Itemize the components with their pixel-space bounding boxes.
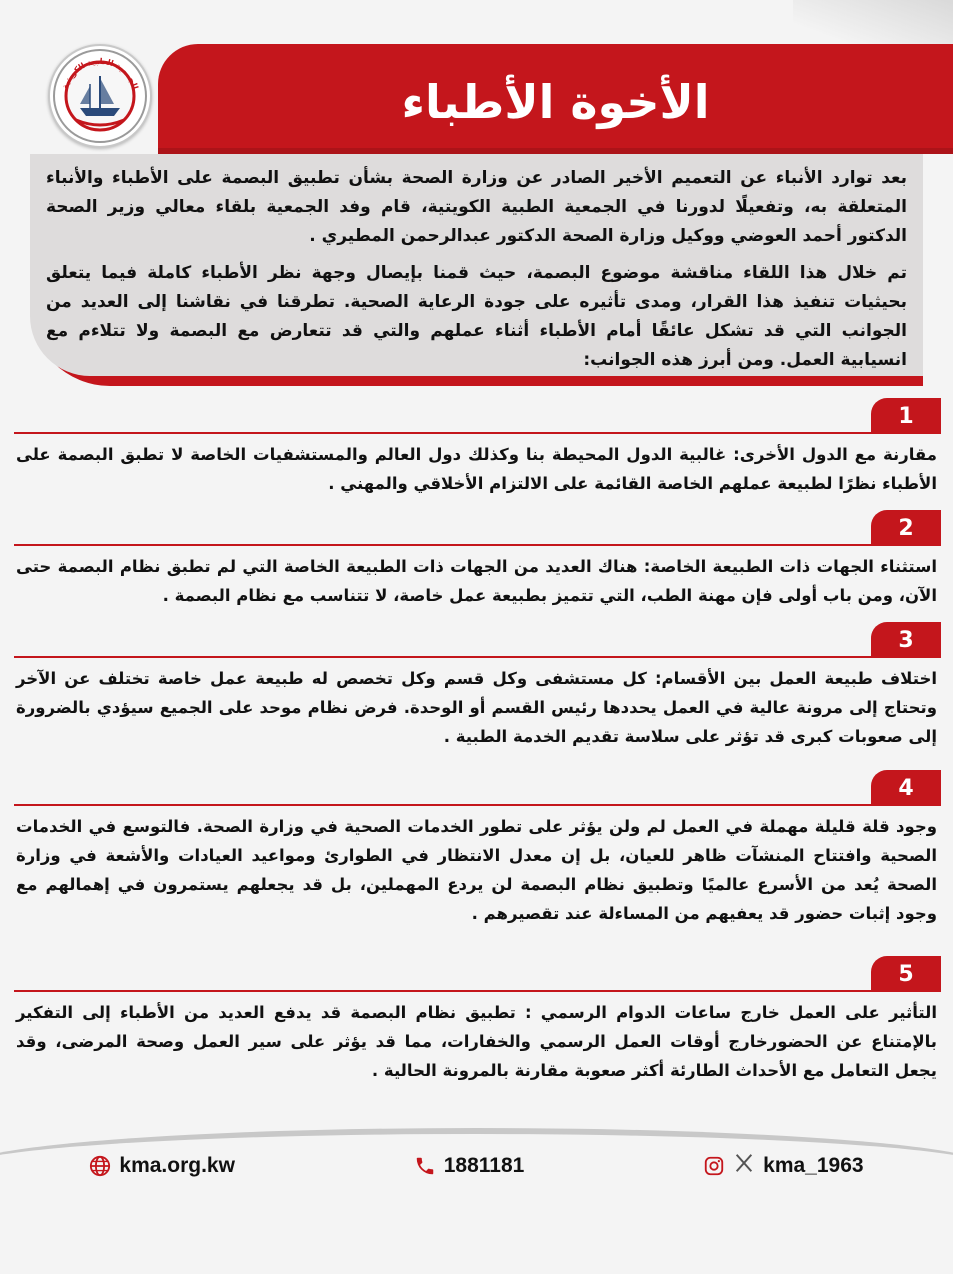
- section-header: [0, 622, 953, 658]
- intro-text: [46, 164, 907, 376]
- intro-paragraph-1: بعد توارد الأنباء عن التعميم الأخير الصادر عن وزارة الصحة بشأن تطبيق البصمة على الأطباء والأنباء المتعلقة به، وتفعيلًا لدورنا في الجمعية الطبية الكويتية، قام وفد الجمعية بلقاء معالي وزير الصحة الدكتور أحمد العوضي ووكيل وزارة الصحة الدكتور عبدالرحمن المطيري .: [46, 168, 907, 246]
- footer-phone[interactable]: [414, 1154, 525, 1178]
- section-number: 1: [871, 398, 941, 434]
- section-header: [0, 770, 953, 806]
- section-number: 2: [871, 510, 941, 546]
- phone-icon: [414, 1155, 436, 1177]
- section-header: [0, 398, 953, 434]
- section-3: [0, 622, 953, 751]
- section-number: 5: [871, 956, 941, 992]
- footer-website[interactable]: [89, 1154, 235, 1178]
- section-header: [0, 510, 953, 546]
- instagram-icon[interactable]: [703, 1155, 725, 1177]
- ship-logo-icon: [50, 46, 150, 146]
- svg-text:الجمعية الطبية الكويتية: الجمعية الطبية الكويتية: [60, 56, 140, 91]
- social-handle[interactable]: kma_1963: [763, 1154, 864, 1177]
- section-divider: [14, 544, 883, 546]
- intro-paragraph-2: تم خلال هذا اللقاء مناقشة موضوع البصمة، حيث قمنا بإيصال وجهة نظر الأطباء كاملة فيما يتعلق بحيثيات تنفيذ هذا القرار، ومدى تأثيره على جودة الرعاية الصحية. تطرقنا في نقاشنا إلى العديد من الجوانب التي قد تشكل عائقًا أمام الأطباء أثناء عملهم والتي قد تتعارض مع البصمة ولا تتلاءم مع انسيابية العمل. ومن أبرز هذه الجوانب:: [46, 263, 907, 370]
- section-text: مقارنة مع الدول الأخرى: غالبية الدول المحيطة بنا وكذلك دول العالم والمستشفيات الخاصة لا تطبق البصمة على الأطباء نظرًا لطبيعة عملهم الخاصة القائمة على الالتزام الأخلاقي والمهني .: [16, 445, 937, 493]
- section-number: 4: [871, 770, 941, 806]
- section-header: [0, 956, 953, 992]
- website-link[interactable]: kma.org.kw: [119, 1154, 235, 1177]
- footer-social[interactable]: [703, 1152, 863, 1180]
- kma-logo: [48, 44, 152, 148]
- section-text: استثناء الجهات ذات الطبيعة الخاصة: هناك العديد من الجهات ذات الطبيعة الخاصة التي لم تطبق نظام البصمة حتى الآن، ومن باب أولى فإن مهنة الطب، التي تتميز بطبيعة عمل خاصة، لا تتناسب مع نظام البصمة .: [16, 557, 937, 605]
- intro-box: [30, 154, 923, 376]
- section-divider: [14, 656, 883, 658]
- section-number: 3: [871, 622, 941, 658]
- section-5: [0, 956, 953, 1085]
- section-2: [0, 510, 953, 610]
- footer: [0, 1148, 953, 1184]
- globe-icon: [89, 1155, 111, 1177]
- page-title: الأخوة الأطباء: [401, 75, 710, 129]
- section-divider: [14, 990, 883, 992]
- section-text: وجود قلة قليلة مهملة في العمل لم ولن يؤثر على تطور الخدمات الصحية في وزارة الصحة. فالتوسع في الخدمات الصحية وافتتاح المنشآت ظاهر للعيان، بل إن معدل الانتظار في الطوارئ ومواعيد العيادات والأشعة في وزارة الصحة يُعد من الأسرع عالميًا وتطبيق نظام البصمة لن يردع المهملين، بل قد يجعلهم يستمرون في إهمالهم مع وجود إثبات حضور قد يعفيهم من المساءلة عند تقصيرهم .: [16, 817, 937, 923]
- section-text: التأثير على العمل خارج ساعات الدوام الرسمي : تطبيق نظام البصمة قد يدفع العديد من الأطباء إلى التفكير بالإمتناع عن الحضورخارج أوقات العمل الرسمي والخفارات، مما قد يؤثر على سير العمل وصحة المرضى، وقد يجعل التعامل مع الأحداث الطارئة أكثر صعوبة مقارنة بالمرونة الحالية .: [16, 1003, 937, 1080]
- section-1: [0, 398, 953, 498]
- phone-number[interactable]: 1881181: [443, 1154, 525, 1177]
- section-4: [0, 770, 953, 928]
- x-twitter-icon[interactable]: [733, 1152, 755, 1180]
- section-divider: [14, 804, 883, 806]
- section-text: اختلاف طبيعة العمل بين الأقسام: كل مستشفى وكل قسم وكل تخصص له طبيعة عمل خاصة تختلف عن الآخر وتحتاج إلى مرونة عالية في العمل يحددها رئيس القسم أو الوحدة. فرض نظام موحد على الجميع سيؤدي بالضرورة إلى صعوبات كبرى قد تؤثر على سلاسة تقديم الخدمة الطبية .: [16, 669, 937, 746]
- section-divider: [14, 432, 883, 434]
